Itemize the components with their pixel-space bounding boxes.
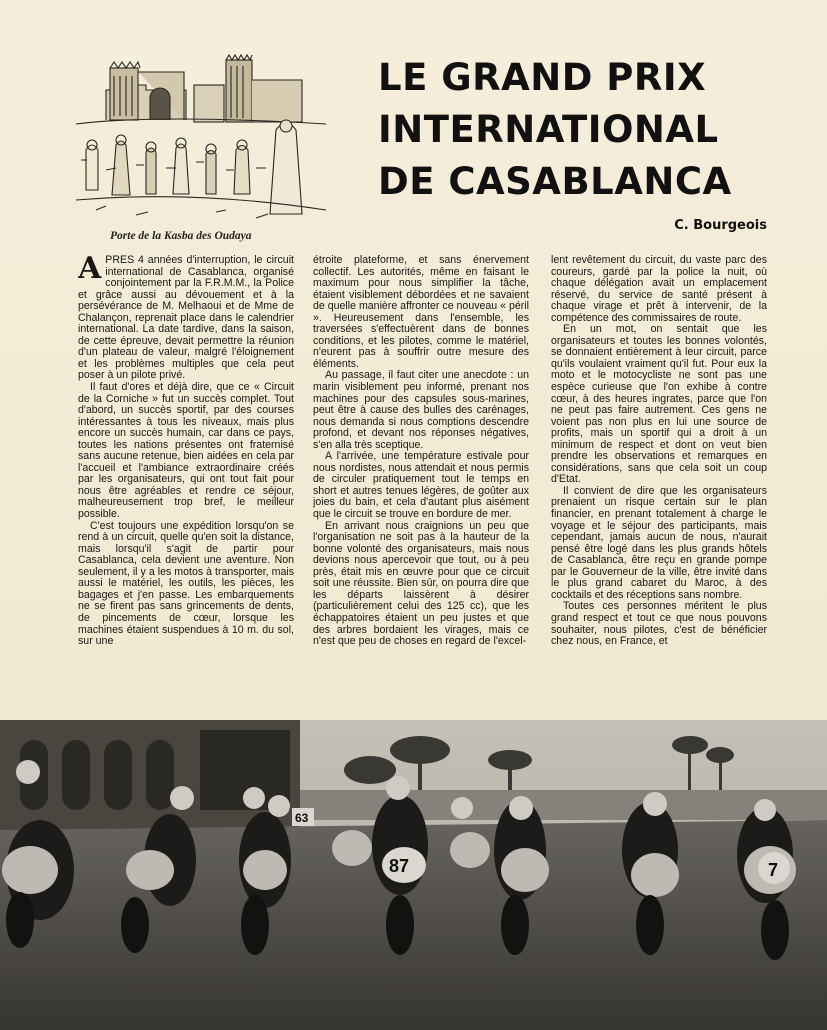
text-column-3: [551, 255, 767, 717]
kasba-gate-illustration: [76, 50, 326, 228]
paragraph: [78, 255, 294, 382]
paragraph: En un mot, on sentait que les organisateurs et toutes les bonnes volontés, se donnaient entièrement à leur circuit, parce qu'ils voulaient vraiment qu'il fut. Pour eux la moto et le motocycliste ne sont pas une espèce curieuse que l'on exhibe à contre cœur, à des heures ingrates, parce que l'on ne peut pas faire autrement. Ces gens ne voient pas non plus en lui une source de profits, mais un sportif qui a droit à un minimum de respect et dont on veut bien prendre les observations et remarques en considérations, sans que cela soit un coup d'Etat.: [551, 323, 767, 486]
title-line-2: INTERNATIONAL: [378, 108, 719, 151]
race-start-photo: [0, 720, 827, 1030]
paragraph: lent revêtement du circuit, du vaste parc des coureurs, gardé par la police la nuit, où chaque délégation avait un emplacement réservé, du service de santé présent à chaque virage et prêt à intervenir, de la compétence des commissaires de route.: [551, 255, 767, 324]
plate-number-87: 87: [389, 856, 410, 876]
paragraph: Toutes ces personnes méritent le plus grand respect et tout ce que nous pouvons souhaiter, nous pilotes, c'est de bénéficier chez nous, en France, et: [551, 600, 767, 648]
paragraph: Au passage, il faut citer une anecdote : un marin visiblement peu informé, prenant nos machines pour des capsules sous-marines, peut être à cause des bulles des carénages, nous demanda si nous comptions descendre profond, et devant nos réponses négatives, s'en alla très sceptique.: [313, 369, 529, 451]
paragraph: C'est toujours une expédition lorsqu'on se rend à un circuit, quelle qu'en soit la distance, mais lorsqu'il s'agit de partir pour Casablanca, cela devient une aventure. Non seulement, il y a les motos à transporter, mais aussi le matériel, les outils, les pièces, les bagages et j'en passe. Les embarquements ne se firent pas sans grincements de dents, de pincements de cœur, lorsque les machines étaient suspendues à 10 m. du sol, sur une: [78, 519, 294, 648]
text-column-2: [313, 255, 529, 717]
paragraph: A l'arrivée, une température estivale pour nous nordistes, nous attendait et nous permis de circuler pratiquement tout le temps en short et autres tenues légères, de goûter aux joies du bain, et cela d'autant plus aisément que le circuit se trouve en bordure de mer.: [313, 450, 529, 521]
plate-number-7: 7: [768, 860, 779, 880]
illustration-caption: Porte de la Kasba des Oudaya: [110, 230, 252, 242]
plate-number-63: 63: [295, 811, 309, 825]
drop-cap: A: [78, 255, 102, 286]
paragraph: Il convient de dire que les organisateurs prenaient un risque certain sur le plan financier, en prenant totalement à charge le voyage et le séjour des participants, mais cependant, jamais aucun de nous, n'aurait pensé être logé dans les plus grands hôtels de Casablanca, être reçu en grande pompe par le Gouverneur de la ville, être invité dans le plus grand cabaret du Maroc, à des cocktails et des réceptions sans nombre.: [551, 484, 767, 601]
article-title: [378, 52, 778, 208]
paragraph: étroite plateforme, et sans énervement collectif. Les autorités, même en faisant le maximum pour nous simplifier la tâche, étaient visiblement débordées et ne savaient de quelle manière affronter ce nouveau « péril ». Heureusement dans l'ensemble, les traversées s'effectuèrent dans de bonnes conditions, et les pilotes, comme le matériel, n'eurent pas à souffrir outre mesure des éléments.: [313, 255, 529, 370]
title-line-3: DE CASABLANCA: [378, 160, 732, 203]
text-column-1: [78, 255, 294, 717]
paragraph-text: PRES 4 années d'interruption, le circuit international de Casablanca, organisé conjointement par la F.R.M.M., la Police et grâce aussi au dévouement et à la persévérance de M. Melhaoui et de Mme de Chalançon, reprenait place dans le calendrier international. La date tardive, dans la saison, de cette épreuve, devait permettre la réunion d'un plateau de valeur, malgré l'éloignement et les problèmes multiples que cela peut poser à un pilote privé.: [78, 255, 294, 382]
paragraph: En arrivant nous craignions un peu que l'organisation ne soit pas à la hauteur de la bonne volonté des organisateurs, mais nous devions nous apercevoir que tout, ou à peu près, était mis en œuvre pour que ce circuit soit une réussite. Bien sûr, on pourra dire que les départs laissèrent à désirer (particulièrement celui des 125 cc), que les échappatoires étaient un peu justes et que des arbres bordaient les virages, mais ce n'est que peu de choses en regard de l'excel-: [313, 519, 529, 648]
paragraph: Il faut d'ores et déjà dire, que ce « Circuit de la Corniche » fut un succès complet. Tout d'abord, un succès sportif, par des courses intéressantes à tous les niveaux, mais plus encore un succès humain, car dans ce pays, toutes les nations présentes ont fraternisé sans aucune retenue, bien aidées en cela par l'accueil et l'ambiance extraordinaire créés par les organisateurs, qui ont tout fait pour nous être agréables et rendre ce séjour, malheureusement trop bref, le meilleur possible.: [78, 381, 294, 521]
title-line-1: LE GRAND PRIX: [378, 56, 707, 99]
article-author: C. Bourgeois: [674, 218, 767, 233]
